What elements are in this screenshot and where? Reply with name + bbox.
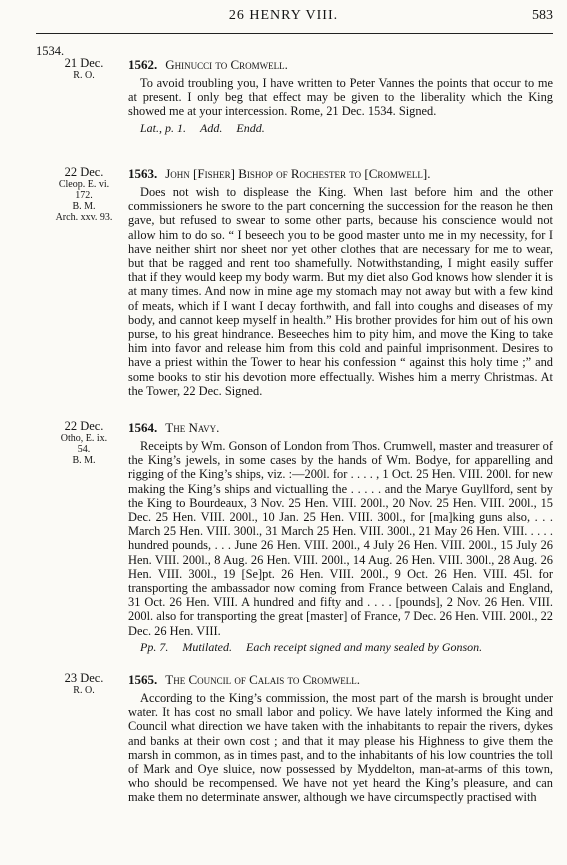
note-part: Lat., p. 1. [140, 120, 187, 135]
entry-number: 1563. [128, 166, 158, 181]
entry-margin [36, 57, 132, 81]
entry-date: 21 Dec. [64, 56, 104, 70]
note-part: Each receipt signed and many sealed by Gonson. [246, 639, 483, 654]
entry-number: 1565. [128, 672, 158, 687]
entry-margin [36, 166, 132, 223]
entry-title: John [Fisher] Bishop of Rochester to [Cromwell]. [165, 166, 431, 181]
entry-body [128, 57, 553, 147]
entry-source: R. O. [73, 685, 95, 696]
entry-date: 22 Dec. [64, 165, 104, 179]
header-rule [36, 33, 553, 34]
entry-body [128, 420, 553, 666]
note-part: Add. [200, 120, 223, 135]
running-title: 26 HENRY VIII. [228, 8, 339, 23]
entry-source: B. M. [72, 455, 96, 466]
entry-text: To avoid troubling you, I have written to Peter Vannes the points that occur to me at present. I only beg that effect may be given to the liberality which the King showed me at your intercession. Rome, 21 Dec. 1534. Signed. [128, 76, 553, 119]
year-marker: 1534. [36, 44, 65, 58]
entry-source: B. M. [72, 201, 96, 212]
note-part: Endd. [236, 120, 265, 135]
entry-margin [36, 672, 132, 696]
entry-text: Does not wish to displease the King. When last before him and the other commissioners he swore to the part concerning the succession for the reason he then gave, but refused to swear to some other parts, because his conscience would not allow him to do so. “ I beseech you to be good master unto me in my necessity, for I have neither shirt nor sheet nor yet other clothes that are necessary for me to wear, but that be ragged and rent too shamefully. Notwithstanding, I might easily suffer that if they would keep my body warm. But my diet also God knows how slender it is at many times. And now in mine age my stomach may not away but with a few kind of meats, which if I want I decay forthwith, and fall into coughs and diseases of my body, and cannot keep myself in health.” His brother provides for him out of his own purse, to his great hindrance. Beseeches him to pity him, and move the King to take him into favor and release him from this cold and painful imprisonment. Desires to have a priest within the Tower to hear his confession “ against this holy time ;” and some books to stir his devotion more effectually. Wishes him a merry Christmas. At the Tower, 22 Dec. Signed. [128, 185, 553, 398]
entry-number: 1562. [128, 57, 158, 72]
entry-text: According to the King’s commission, the most part of the marsh is brought under water. It has cost no small labor and policy. We have lately informed the King and Council what direction we have taken with the inhabitants to repair the rivers, dykes and banks at their own cost ; and that it may please his Highness to give them the marsh in common, as in times past, and to the inhabitants of his low countries the toll of Mark and Oye sluice, now possessed by Myddelton, man-at-arms of this town, who should be recompensed. We have not yet heard the King’s pleasure, and can make them no determinate answer, although we have circumspectly practised with [128, 691, 553, 805]
entry-heading [128, 57, 553, 72]
entry-note [128, 640, 553, 654]
entry-heading [128, 672, 553, 687]
entry-body [128, 166, 553, 398]
entry-source: 54. [77, 444, 91, 455]
entry-body [128, 672, 553, 805]
entry-source: 172. [75, 190, 93, 201]
entry-source: Arch. xxv. 93. [55, 212, 113, 223]
entry-title: The Navy. [165, 420, 220, 435]
page-number: 583 [532, 8, 553, 23]
entry-heading [128, 166, 553, 181]
entry-margin [36, 420, 132, 466]
entry-note [128, 121, 553, 135]
page-header [0, 0, 567, 36]
note-part: Pp. 7. [140, 639, 169, 654]
entry-source: Otho, E. ix. [60, 433, 108, 444]
entry-date: 22 Dec. [64, 419, 104, 433]
note-part: Mutilated. [182, 639, 233, 654]
entry-text: Receipts by Wm. Gonson of London from Thos. Crumwell, master and treasurer of the King’s jewels, in some cases by the hands of Wm. Bodye, for apparelling and rigging of the King’s ships, viz. :—200l. for . . . . , 1 Oct. 25 Hen. VIII. 200l. for new making the King’s ships and victualling the . . . . . and the Marye Guyllford, sent by the King to Bourdeaux, 3 Nov. 25 Hen. VIII. 200l., 20 Nov. 25 Hen. VIII. 200l., 15 Dec. 25 Hen. VIII. 200l., 10 Jan. 25 Hen. VIII. 300l., for [ma]king guns also, . . . March 25 Hen. VIII. 300l., 31 March 25 Hen. VIII. 300l., 21 May 26 Hen. VIII. . . . . hundred pounds, . . . June 26 Hen. VIII. 200l., 4 July 26 Hen. VIII. 200l., 15 July 26 Hen. VIII. 200l., 8 Aug. 26 Hen. VIII. 200l., 14 Aug. 26 Hen. VIII. 300l., 28 Aug. 26 Hen. VIII. 300l., 19 [Se]pt. 26 Hen. VIII. 200l., 9 Oct. 26 Hen. VIII. 45l. for transporting the ambassador now coming from France between Calais and England, 31 Oct. 26 Hen. VIII. A hundred and fifty and . . . . [pounds], 2 Nov. 26 Hen. VIII. 200l. also for transporting the great [master] of France, 7 Dec. 26 Hen. VIII. 200l., 22 Dec. 26 Hen. VIII. [128, 439, 553, 638]
entry-number: 1564. [128, 420, 158, 435]
entry-heading [128, 420, 553, 435]
entry-title: The Council of Calais to Cromwell. [165, 672, 361, 687]
entry-date: 23 Dec. [64, 671, 104, 685]
entry-source: R. O. [73, 70, 95, 81]
entry-source: Cleop. E. vi. [58, 179, 110, 190]
entry-title: Ghinucci to Cromwell. [165, 57, 288, 72]
